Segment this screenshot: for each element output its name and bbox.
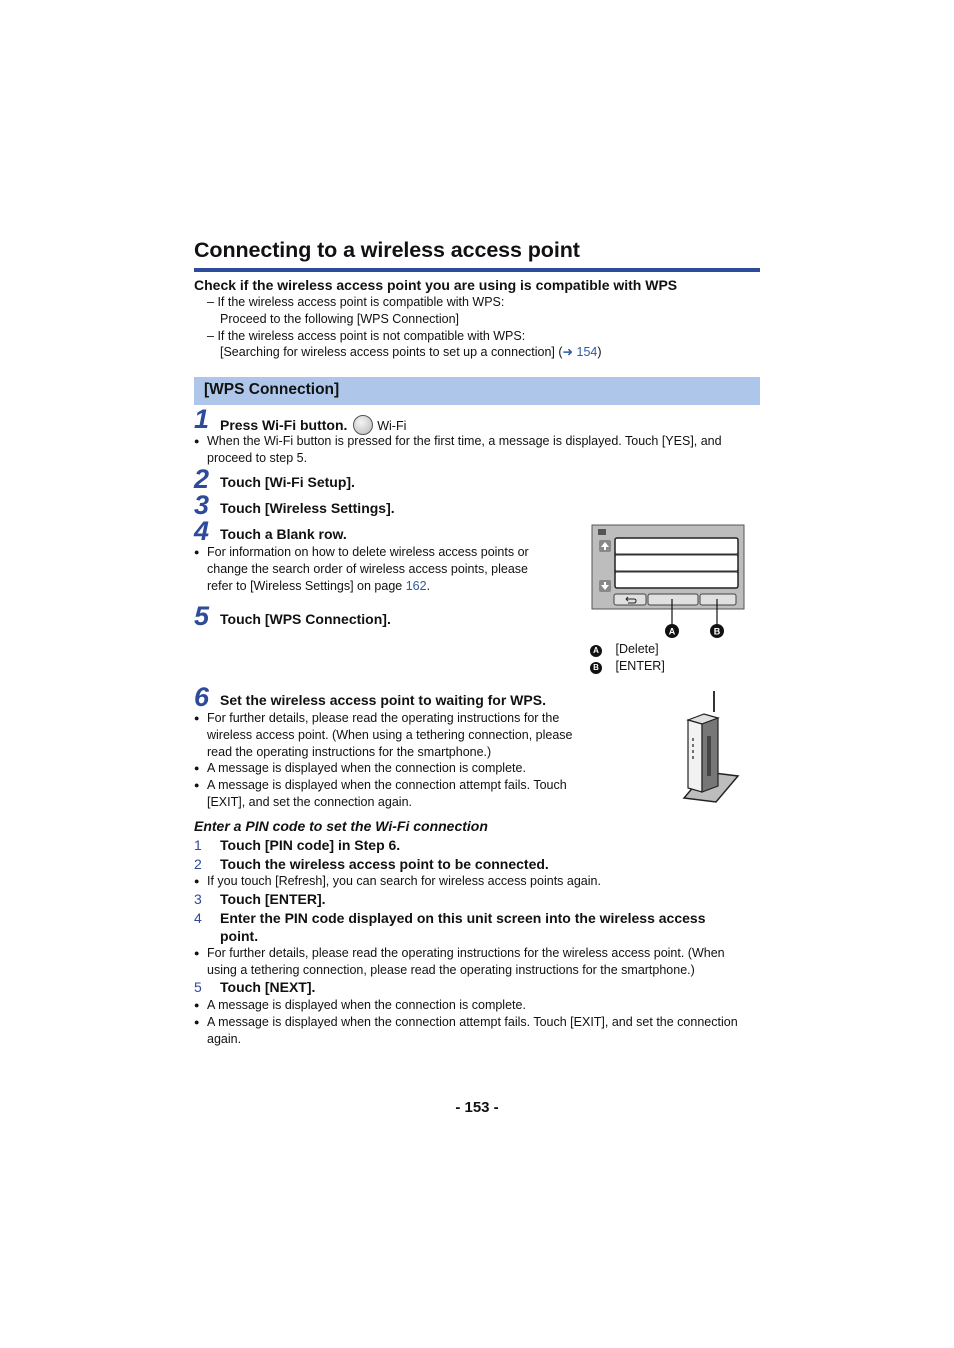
- pin-step-5: Touch [NEXT].: [220, 979, 316, 995]
- line: For further details, please read the operating instructions for the: [207, 711, 560, 725]
- step-label: Press Wi-Fi button.: [220, 417, 348, 433]
- pin-step-number: 5: [194, 979, 202, 995]
- bullet-icon: ●: [194, 948, 200, 958]
- bullet-text: [207, 777, 567, 811]
- step-1: [220, 415, 406, 435]
- line: using a tethering connection, please read the operating instructions for the smartphone.): [207, 963, 695, 977]
- bullet-icon: ●: [194, 436, 200, 446]
- step1-bullet: [194, 433, 754, 467]
- pin-step-number: 1: [194, 837, 202, 853]
- line: read the operating instructions for the smartphone.): [207, 745, 492, 759]
- bullet-text: [207, 544, 529, 595]
- check-item-line: Proceed to the following [WPS Connection]: [220, 312, 460, 326]
- step-number-5: 5: [194, 601, 210, 631]
- bullet-icon: ●: [194, 547, 200, 557]
- page-title: Connecting to a wireless access point: [194, 238, 580, 262]
- line: [207, 578, 529, 595]
- pin-step-number: 4: [194, 910, 202, 926]
- bullet-text: If you touch [Refresh], you can search for wireless access points again.: [207, 874, 601, 888]
- figure-label-a: [590, 642, 659, 657]
- line: proceed to step 5.: [207, 451, 308, 465]
- bullet-text: [207, 1014, 738, 1048]
- line: A message is displayed when the connection attempt fails. Touch: [207, 778, 567, 792]
- badge-a-icon: A: [590, 645, 602, 657]
- text: ): [597, 345, 602, 359]
- step-4: Touch a Blank row.: [220, 526, 347, 542]
- wireless-settings-screen-illustration: [590, 523, 746, 641]
- section-title: [WPS Connection]: [204, 381, 340, 398]
- step-number-3: 3: [194, 490, 210, 520]
- wireless-router-illustration: [680, 688, 742, 808]
- line: [EXIT], and set the connection again.: [207, 795, 412, 809]
- step-number-4: 4: [194, 516, 210, 546]
- step-number-6: 6: [194, 682, 210, 712]
- bullet-text: [207, 433, 722, 467]
- check-item-1: [207, 294, 504, 311]
- text: .: [426, 579, 431, 593]
- bullet-text: [207, 710, 572, 761]
- badge-b-icon: B: [590, 662, 602, 674]
- line: change the search order of wireless access points, please: [207, 562, 529, 576]
- bullet-icon: ●: [194, 1017, 200, 1027]
- pin-step-4: Enter the PIN code displayed on this unit screen into the wireless access: [220, 910, 706, 926]
- step6-bullet-1: [194, 710, 594, 762]
- line: A message is displayed when the connection attempt fails. Touch [EXIT], and set the connection: [207, 1015, 738, 1029]
- step4-bullet: [194, 544, 574, 596]
- page-number: - 153 -: [455, 1099, 499, 1116]
- figure-label-text: [Delete]: [615, 642, 659, 656]
- bullet-icon: ●: [194, 780, 200, 790]
- pin-step-3: Touch [ENTER].: [220, 891, 326, 907]
- title-underline: [194, 268, 760, 272]
- check-item-line: [220, 344, 602, 361]
- step-2: Touch [Wi-Fi Setup].: [220, 474, 355, 490]
- step6-bullet-2: [194, 760, 594, 777]
- bullet-icon: ●: [194, 713, 200, 723]
- dash-glyph: –: [207, 295, 214, 309]
- pin-bullet-details: [194, 945, 760, 979]
- pin-step-number: 2: [194, 856, 202, 872]
- figure-label-b: [590, 659, 665, 674]
- step-5: Touch [WPS Connection].: [220, 611, 391, 627]
- check-item-line: If the wireless access point is compatible with WPS:: [217, 295, 505, 309]
- step-3: Touch [Wireless Settings].: [220, 500, 395, 516]
- pin-step-2: Touch the wireless access point to be connected.: [220, 856, 549, 872]
- pin-step-number: 3: [194, 891, 202, 907]
- check-item-2: [207, 328, 525, 345]
- line: When the Wi-Fi button is pressed for the first time, a message is displayed. Touch [YES], and: [207, 434, 722, 448]
- dash-glyph: –: [207, 329, 214, 343]
- check-heading: Check if the wireless access point you are using is compatible with WPS: [194, 277, 678, 293]
- bullet-icon: ●: [194, 763, 200, 773]
- pin-bullet-fails: [194, 1014, 760, 1048]
- page-link-154[interactable]: ➜ 154: [562, 345, 598, 359]
- page-link-162[interactable]: 162: [405, 579, 427, 593]
- pin-bullet-refresh: [194, 873, 754, 890]
- text: [Searching for wireless access points to set up a connection] (: [220, 345, 563, 359]
- step-number-1: 1: [194, 404, 210, 434]
- wifi-button-caption: Wi-Fi: [377, 419, 407, 433]
- text: refer to [Wireless Settings] on page: [207, 579, 406, 593]
- line: For information on how to delete wireless access points or: [207, 545, 529, 559]
- badge-b: B: [713, 626, 721, 637]
- figure-label-text: [ENTER]: [615, 659, 665, 673]
- bullet-icon: ●: [194, 876, 200, 886]
- bullet-text: [207, 945, 725, 979]
- bullet-text: A message is displayed when the connection is complete.: [207, 998, 526, 1012]
- bullet-icon: ●: [194, 1000, 200, 1010]
- badge-a: A: [668, 626, 676, 637]
- wifi-button-icon: [353, 415, 373, 435]
- pin-heading: Enter a PIN code to set the Wi-Fi connection: [194, 818, 488, 834]
- pin-bullet-complete: [194, 997, 760, 1014]
- line: wireless access point. (When using a tethering connection, please: [207, 728, 573, 742]
- step-6: Set the wireless access point to waiting for WPS.: [220, 692, 546, 708]
- check-item-line: If the wireless access point is not compatible with WPS:: [217, 329, 526, 343]
- section-band: [194, 377, 760, 405]
- bullet-text: A message is displayed when the connection is complete.: [207, 761, 526, 775]
- step6-bullet-3: [194, 777, 594, 811]
- pin-step-4-cont: point.: [220, 928, 259, 944]
- step-number-2: 2: [194, 464, 210, 494]
- line: For further details, please read the operating instructions for the wireless access point. (When: [207, 946, 725, 960]
- pin-step-1: Touch [PIN code] in Step 6.: [220, 837, 401, 853]
- line: again.: [207, 1032, 242, 1046]
